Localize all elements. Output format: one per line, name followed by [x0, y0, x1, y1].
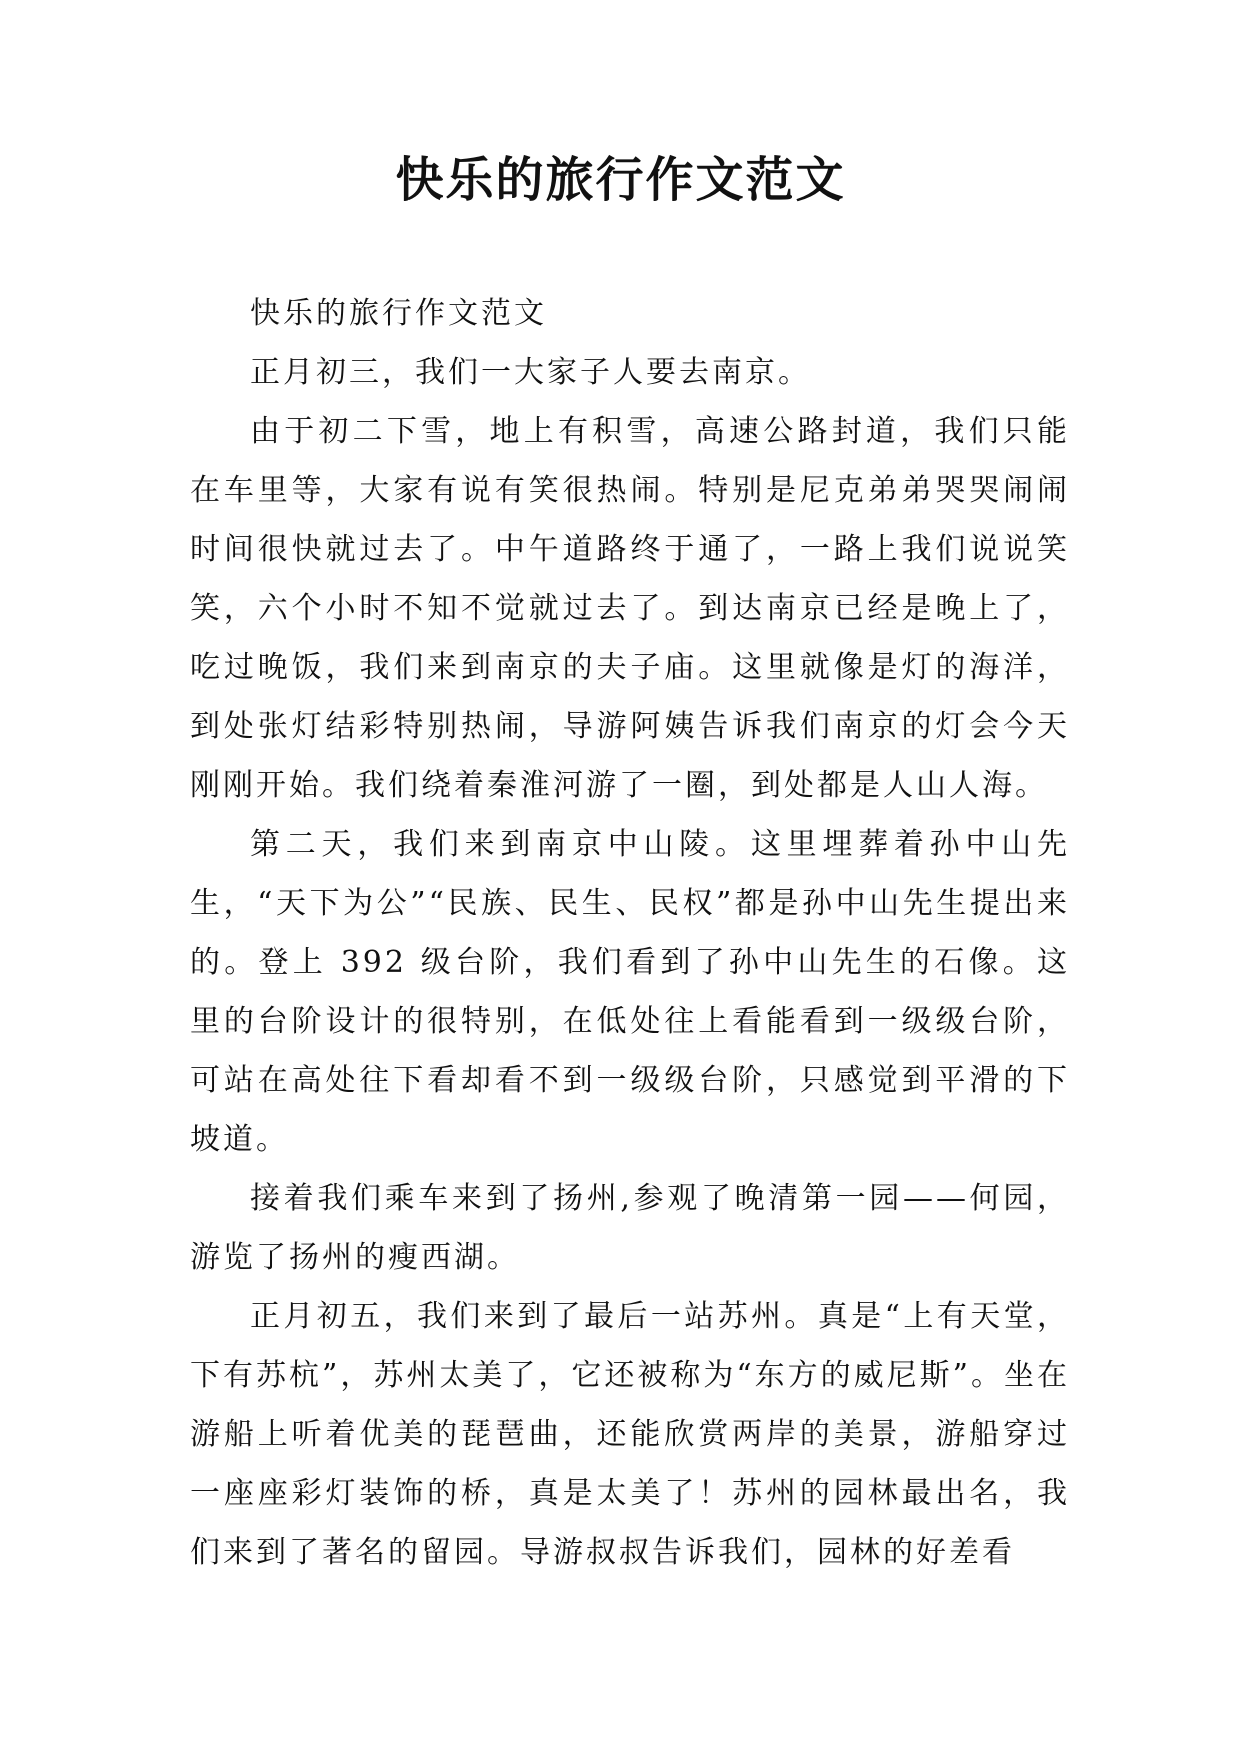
paragraph: 由于初二下雪，地上有积雪，高速公路封道，我们只能在车里等，大家有说有笑很热闹。特别是尼克弟弟哭哭闹闹时间很快就过去了。中午道路终于通了，一路上我们说说笑笑，六个小时不知不觉就过去了。到达南京已经是晚上了，吃过晚饭，我们来到南京的夫子庙。这里就像是灯的海洋，到处张灯结彩特别热闹，导游阿姨告诉我们南京的灯会今天刚刚开始。我们绕着秦淮河游了一圈，到处都是人山人海。 [190, 414, 1070, 803]
document-body [190, 284, 1070, 1582]
paragraph: 第二天，我们来到南京中山陵。这里埋葬着孙中山先生，“天下为公”“民族、民生、民权”都是孙中山先生提出来的。登上 392 级台阶，我们看到了孙中山先生的石像。这里的台阶设计的很特别，在低处往上看能看到一级级台阶，可站在高处往下看却看不到一级级台阶，只感觉到平滑的下坡道。 [190, 827, 1070, 1157]
paragraph: 正月初三，我们一大家子人要去南京。 [250, 355, 811, 390]
paragraph: 接着我们乘车来到了扬州,参观了晚清第一园——何园，游览了扬州的瘦西湖。 [190, 1181, 1070, 1275]
paragraph: 正月初五，我们来到了最后一站苏州。真是“上有天堂，下有苏杭”，苏州太美了，它还被称为“东方的威尼斯”。坐在游船上听着优美的琵琶曲，还能欣赏两岸的美景，游船穿过一座座彩灯装饰的桥，真是太美了！苏州的园林最出名，我们来到了著名的留园。导游叔叔告诉我们，园林的好差看 [190, 1299, 1071, 1570]
paragraph-heading: 快乐的旅行作文范文 [250, 296, 547, 331]
document-title: 快乐的旅行作文范文 [395, 152, 846, 208]
